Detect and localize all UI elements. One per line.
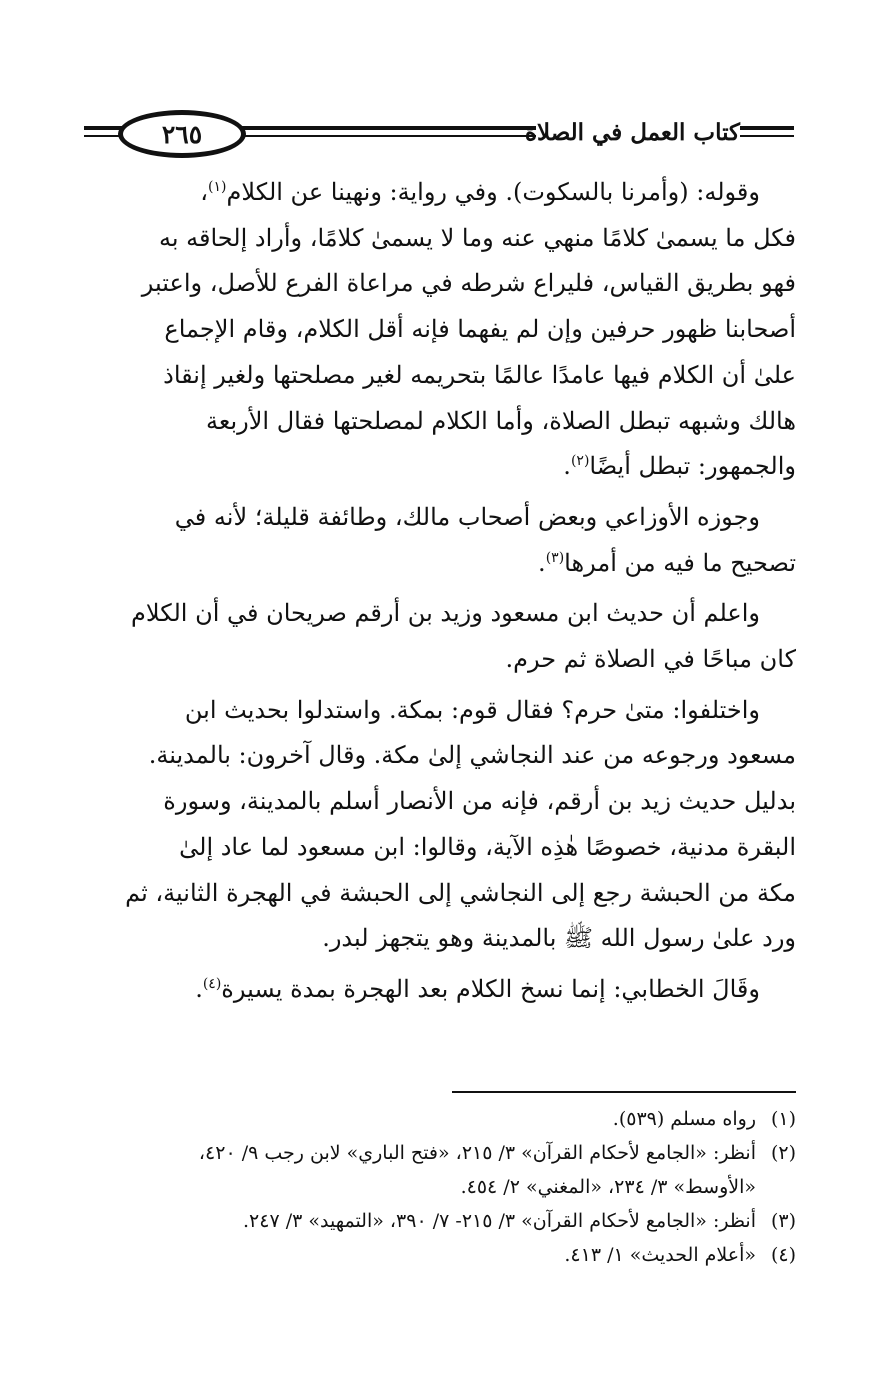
footnote-text: «أعلام الحديث» ١/ ٤١٣. [564,1244,756,1266]
text-line: وقوله: (وأمرنا بالسكوت). وفي رواية: ونهينا عن الكلام$^{(١)}$، [200,178,760,206]
text-line: وجوزه الأوزاعي وبعض أصحاب مالك، وطائفة قليلة؛ لأنه في [174,502,760,531]
page-number-oval [118,110,246,158]
footnote-3 [80,1204,796,1238]
footnotes [80,1102,796,1272]
footnote-ref-4[interactable]: (٤) [202,975,222,992]
text-line: فكل ما يسمىٰ كلامًا منهي عنه وما لا يسمىٰ كلامًا، وأراد إلحاقه به [158,223,796,252]
text-line: كان مباحًا في الصلاة ثم حرم. [505,645,796,674]
text-line: واختلفوا: متىٰ حرم؟ فقال قوم: بمكة. واستدلوا بحديث ابن [184,695,760,724]
footnote-text: أنظر: «الجامع لأحكام القرآن» ٣/ ٢١٥، «فتح الباري» لابن رجب ٩/ ٤٢٠، [198,1142,756,1164]
text-line: والجمهور: تبطل أيضًا$^{(٢)}$. [563,452,796,481]
footnote-4 [80,1238,796,1272]
text-line: فهو بطريق القياس، فليراع شرطه في مراعاة الفرع للأصل، واعتبر [141,269,796,298]
paragraph-4 [84,688,796,962]
footnote-ref-1[interactable]: (١) [208,179,227,195]
footnote-2 [80,1136,796,1204]
footnote-text: أنظر: «الجامع لأحكام القرآن» ٣/ ٢١٥- ٧/ ٣٩٠، «التمهيد» ٣/ ٢٤٧. [242,1210,756,1232]
footnote-number: (٤) [770,1244,796,1266]
main-text [84,170,796,1013]
text-line: البقرة مدنية، خصوصًا هٰذِه الآية، وقالوا: ابن مسعود لما عاد إلىٰ [179,832,796,861]
page-header [84,104,794,162]
footnote-number: (٣) [770,1210,796,1232]
paragraph-1 [84,170,796,490]
paragraph-3 [84,591,796,682]
footnote-text: رواه مسلم (٥٣٩). [612,1108,756,1130]
text-line: مكة من الحبشة رجع إلى النجاشي إلى الحبشة في الهجرة الثانية، ثم [125,878,796,907]
footnote-1 [80,1102,796,1136]
text-line: مسعود ورجوعه من عند النجاشي إلىٰ مكة. وقال آخرون: بالمدينة. [148,741,796,770]
text-line: واعلم أن حديث ابن مسعود وزيد بن أرقم صريحان في أن الكلام [131,599,760,628]
footnote-number: (١) [770,1108,796,1130]
text-line: وقَالَ الخطابي: إنما نسخ الكلام بعد الهجرة بمدة يسيرة$^{(٤)}$. [195,974,760,1003]
text-line: هالك وشبهه تبطل الصلاة، وأما الكلام لمصلحتها فقال الأربعة [206,406,796,435]
text-line: أصحابنا ظهور حرفين وإن لم يفهما فإنه أقل الكلام، وقام الإجماع [164,315,796,344]
running-title: كتاب العمل في الصلاة [536,114,740,152]
text-line: بدليل حديث زيد بن أرقم، فإنه من الأنصار أسلم بالمدينة، وسورة [163,787,796,816]
text-line: ورد علىٰ رسول الله ﷺ بالمدينة وهو يتجهز لبدر. [322,924,796,953]
text-line: علىٰ أن الكلام فيها عامدًا عالمًا بتحريمه لغير مصلحتها ولغير إنقاذ [163,360,796,389]
footnote-text-continued: «الأوسط» ٣/ ٢٣٤، «المغني» ٢/ ٤٥٤. [460,1176,756,1198]
page-number: ٢٦٥ [161,119,203,149]
paragraph-5 [84,967,796,1013]
footnote-number: (٢) [770,1142,796,1164]
footnote-ref-3[interactable]: (٣) [545,549,565,566]
footnote-ref-2[interactable]: (٢) [570,453,590,470]
paragraph-2 [84,495,796,586]
footnote-separator [452,1091,796,1093]
text-line: تصحيح ما فيه من أمرها$^{(٣)}$. [538,548,796,577]
